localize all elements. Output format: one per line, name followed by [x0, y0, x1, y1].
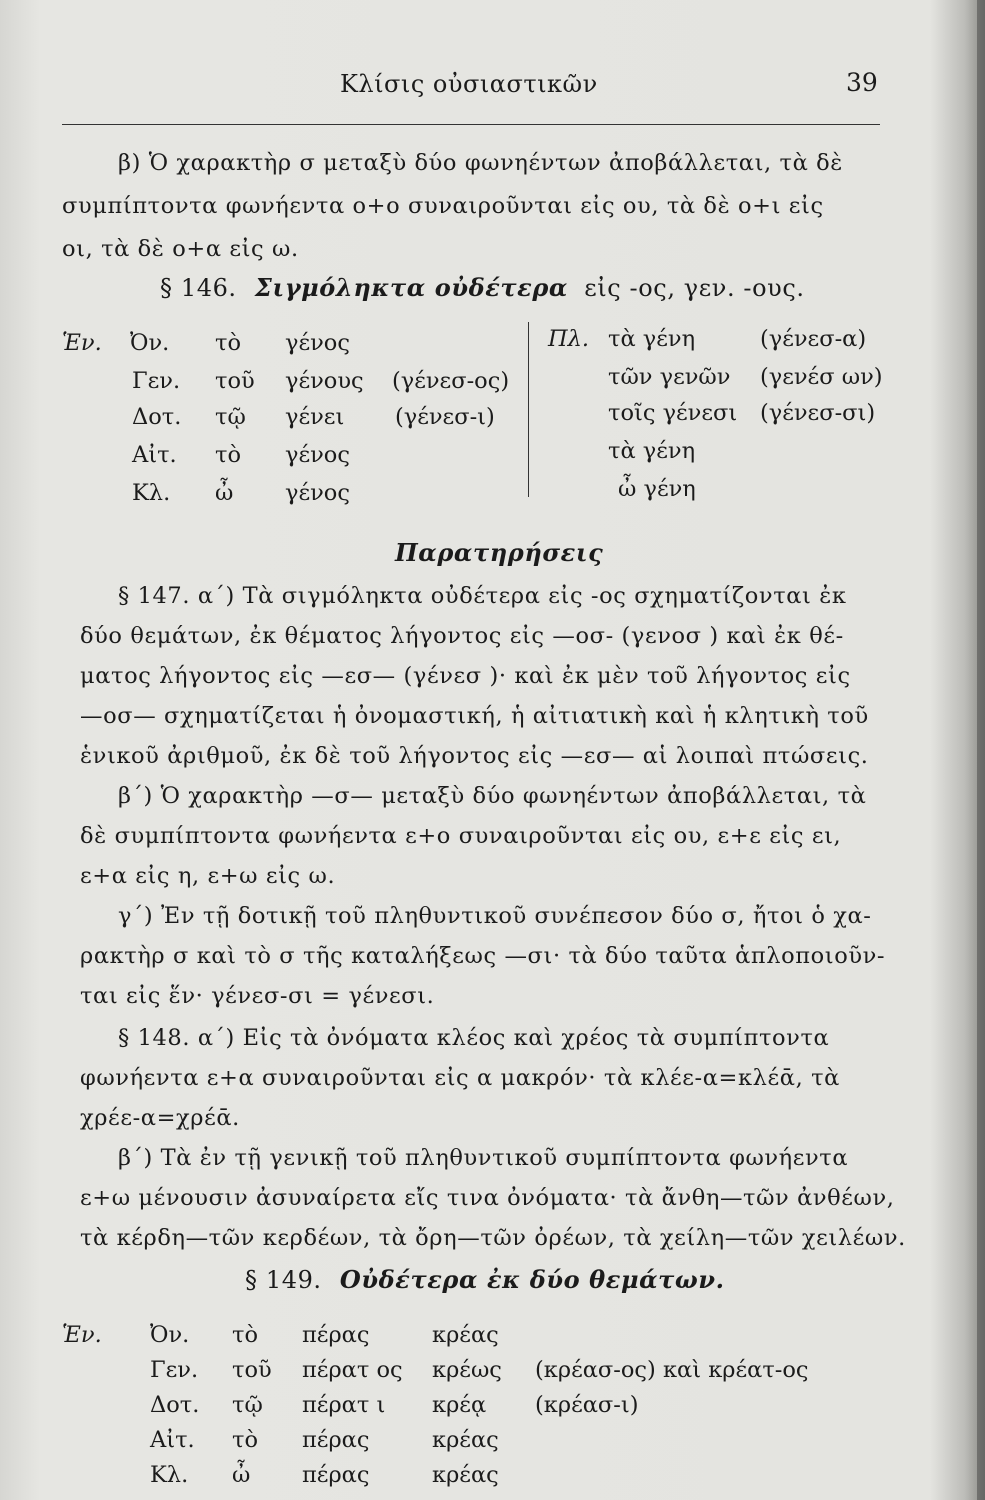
- form: γένους: [285, 368, 364, 394]
- running-header: Κλίσις οὐσιαστικῶν: [340, 70, 598, 98]
- form-note: (γένεσ-ος): [392, 368, 510, 394]
- section-title: Σιγμόληκτα οὐδέτερα: [254, 273, 568, 302]
- section-number: § 146.: [160, 274, 237, 302]
- article: τοῦ: [232, 1357, 272, 1383]
- text-line: β) Ὁ χαρακτὴρ σ μεταξὺ δύο φωνηέντων ἀποβάλλεται, τὰ δὲ: [118, 150, 843, 176]
- form: κρέας: [432, 1322, 499, 1348]
- case-label: Κλ.: [132, 480, 171, 506]
- case-label: Ὀν.: [150, 1322, 190, 1348]
- plural-form: τοῖς γένεσι: [608, 400, 738, 426]
- form: γένος: [285, 330, 350, 356]
- text-line: χρέε-α=χρέᾱ.: [80, 1105, 240, 1131]
- section-number: § 149.: [245, 1266, 322, 1294]
- plural-note: (γένεσ-α): [760, 326, 867, 352]
- section-title: Οὐδέτερα ἐκ δύο θεμάτων.: [339, 1265, 725, 1294]
- text-line: συμπίπτοντα φωνήεντα ο+ο συναιροῦνται εἰς ου, τὰ δὲ ο+ι εἰς: [62, 193, 824, 219]
- text-line: § 147. α΄) Τὰ σιγμόληκτα οὐδέτερα εἰς -ος σχηματίζονται ἐκ: [118, 583, 847, 609]
- plural-note: (γένεσ-σι): [760, 400, 876, 426]
- article: ὦ: [232, 1462, 251, 1488]
- case-label: Ὀν.: [130, 330, 170, 356]
- case-label: Αἰτ.: [150, 1427, 195, 1453]
- form: κρέως: [432, 1357, 502, 1383]
- text-line: δύο θεμάτων, ἐκ θέματος λήγοντος εἰς —οσ- (γενοσ ) καὶ ἐκ θέ-: [80, 623, 844, 649]
- text-line: ρακτὴρ σ καὶ τὸ σ τῆς καταλήξεως —σι· τὰ δύο ταῦτα ἁπλοποιοῦν-: [80, 943, 886, 969]
- form-note: (κρέασ-ος) καὶ κρέατ-ος: [535, 1357, 809, 1383]
- article: τὸ: [232, 1322, 258, 1348]
- plural-form: τὰ γένη: [608, 326, 696, 352]
- section-heading-149: [245, 1265, 725, 1294]
- page-number: 39: [846, 68, 878, 97]
- case-label: Δοτ.: [150, 1392, 200, 1418]
- form-note: (γένεσ-ι): [395, 404, 495, 430]
- form-note: (κρέασ-ι): [535, 1392, 639, 1418]
- text-line: γ΄) Ἐν τῇ δοτικῇ τοῦ πληθυντικοῦ συνέπεσον δύο σ, ἤτοι ὁ χα-: [118, 903, 872, 929]
- text-line: οι, τὰ δὲ ο+α εἰς ω.: [62, 236, 299, 262]
- form: γένος: [285, 480, 350, 506]
- text-line: τὰ κέρδη—τῶν κερδέων, τὰ ὄρη—τῶν ὀρέων, τὰ χείλη—τῶν χειλέων.: [80, 1225, 906, 1251]
- form: γένος: [285, 442, 350, 468]
- text-line: φωνήεντα ε+α συναιροῦνται εἰς α μακρόν· τὰ κλέε-α=κλέᾱ, τὰ: [80, 1065, 840, 1091]
- case-label: Κλ.: [150, 1462, 189, 1488]
- section-heading-146: [160, 273, 805, 302]
- case-label: Δοτ.: [132, 404, 182, 430]
- case-label: Αἰτ.: [132, 442, 177, 468]
- table-divider: [528, 322, 529, 497]
- form: πέρας: [302, 1322, 370, 1348]
- text-line: § 148. α΄) Εἰς τὰ ὀνόματα κλέος καὶ χρέος τὰ συμπίπτοντα: [118, 1025, 830, 1051]
- plural-label: Πλ.: [548, 326, 590, 352]
- plural-form: ὦ γένη: [618, 476, 696, 502]
- text-line: ματος λήγοντος εἰς —εσ— (γένεσ )· καὶ ἐκ μὲν τοῦ λήγοντος εἰς: [80, 663, 851, 689]
- form: κρέας: [432, 1427, 499, 1453]
- case-label: Γεν.: [132, 368, 181, 394]
- article: τὸ: [215, 442, 241, 468]
- form: πέρας: [302, 1462, 370, 1488]
- form: πέρας: [302, 1427, 370, 1453]
- text-line: ε+α εἰς η, ε+ω εἰς ω.: [80, 863, 336, 889]
- article: ὦ: [215, 480, 234, 506]
- case-label: Γεν.: [150, 1357, 199, 1383]
- form: πέρατ ος: [302, 1357, 403, 1383]
- text-line: ται εἰς ἕν· γένεσ-σι = γένεσι.: [80, 983, 435, 1009]
- singular-label: Ἑν.: [62, 1322, 102, 1348]
- text-line: β΄) Ὁ χαρακτὴρ —σ— μεταξὺ δύο φωνηέντων ἀποβάλλεται, τὰ: [118, 783, 867, 809]
- plural-form: τῶν γενῶν: [608, 364, 731, 390]
- plural-note: (γενέσ ων): [760, 364, 883, 390]
- plural-form: τὰ γένη: [608, 438, 696, 464]
- page-edge-shadow: [977, 0, 985, 1500]
- text-line: —οσ— σχηματίζεται ἡ ὀνομαστική, ἡ αἰτιατικὴ καὶ ἡ κλητικὴ τοῦ: [80, 703, 869, 729]
- article: τῷ: [232, 1392, 263, 1418]
- form: κρέᾳ: [432, 1392, 487, 1418]
- form: κρέας: [432, 1462, 499, 1488]
- article: τοῦ: [215, 368, 255, 394]
- form: γένει: [285, 404, 345, 430]
- article: τὸ: [232, 1427, 258, 1453]
- article: τῷ: [215, 404, 246, 430]
- text-line: δὲ συμπίπτοντα φωνήεντα ε+ο συναιροῦνται εἰς ου, ε+ε εἰς ει,: [80, 823, 842, 849]
- form: πέρατ ι: [302, 1392, 386, 1418]
- singular-label: Ἑν.: [62, 330, 102, 356]
- text-line: ε+ω μένουσιν ἀσυναίρετα εἴς τινα ὀνόματα· τὰ ἄνθη—τῶν ἀνθέων,: [80, 1185, 895, 1211]
- text-line: ἑνικοῦ ἀριθμοῦ, ἐκ δὲ τοῦ λήγοντος εἰς —εσ— αἱ λοιπαὶ πτώσεις.: [80, 743, 869, 769]
- section-subtitle: εἰς -ος, γεν. -ους.: [584, 274, 805, 302]
- text-line: β΄) Τὰ ἐν τῇ γενικῇ τοῦ πληθυντικοῦ συμπίπτοντα φωνήεντα: [118, 1145, 849, 1171]
- observations-heading: Παρατηρήσεις: [395, 538, 604, 567]
- article: τὸ: [215, 330, 241, 356]
- header-rule: [62, 124, 880, 125]
